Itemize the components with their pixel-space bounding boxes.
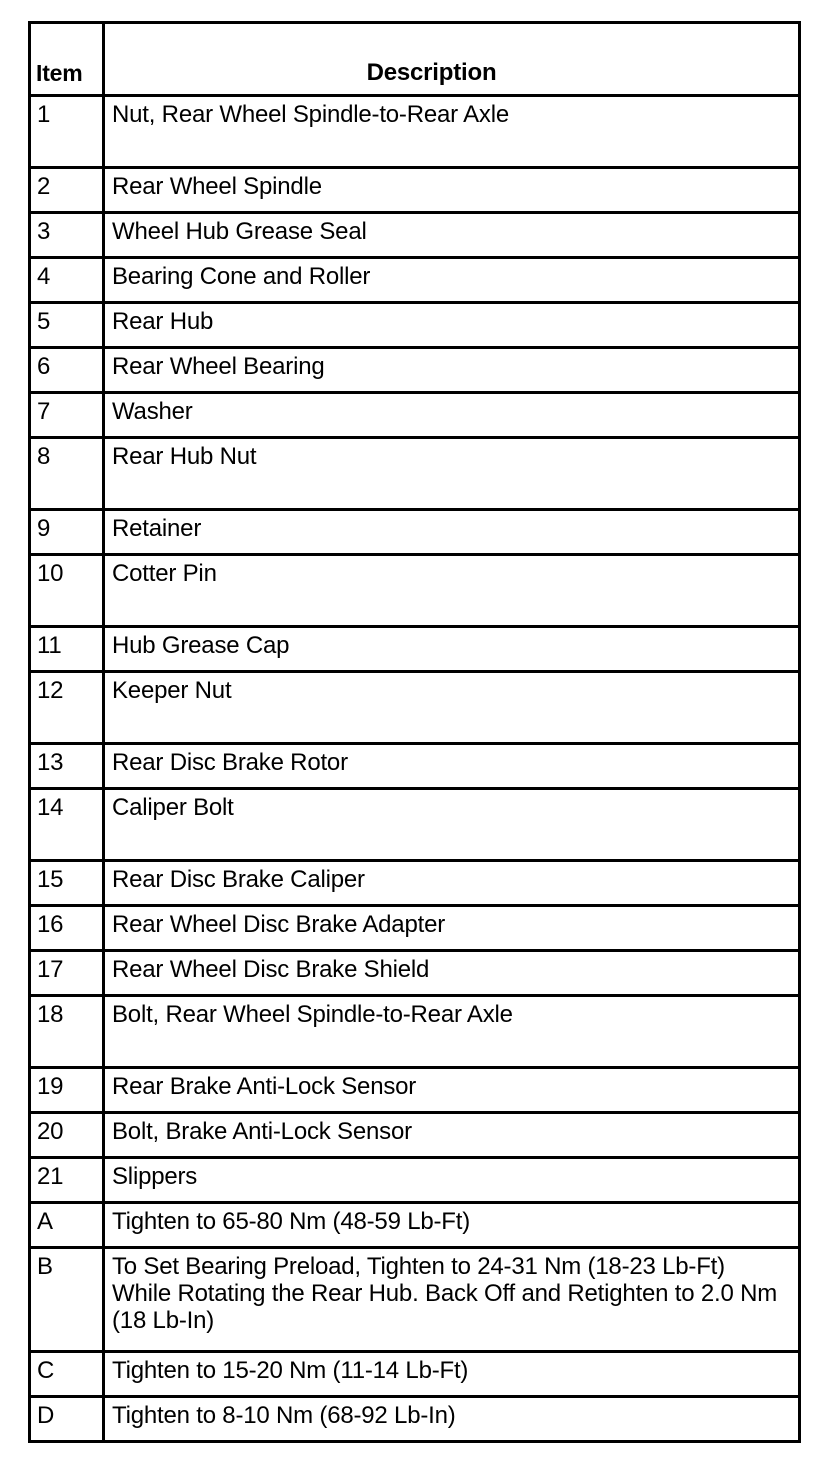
parts-legend-table-container — [28, 21, 798, 1443]
table-row — [30, 996, 800, 1068]
table-row — [30, 96, 800, 168]
item-description-cell: Rear Disc Brake Caliper — [104, 861, 800, 906]
item-number-cell: 14 — [30, 789, 104, 861]
item-number-cell: D — [30, 1397, 104, 1442]
table-row — [30, 258, 800, 303]
item-number-cell: 20 — [30, 1113, 104, 1158]
table-row — [30, 1158, 800, 1203]
item-number-cell: 19 — [30, 1068, 104, 1113]
table-row — [30, 789, 800, 861]
item-number-cell: 7 — [30, 393, 104, 438]
item-number-cell: 18 — [30, 996, 104, 1068]
item-description-cell: Hub Grease Cap — [104, 627, 800, 672]
table-row — [30, 906, 800, 951]
table-row — [30, 555, 800, 627]
table-row — [30, 1203, 800, 1248]
item-column-header: Item — [30, 23, 104, 96]
table-row — [30, 744, 800, 789]
table-header-row — [30, 23, 800, 96]
table-row — [30, 1068, 800, 1113]
parts-legend-table — [28, 21, 801, 1443]
item-number-cell: C — [30, 1352, 104, 1397]
item-number-cell: 6 — [30, 348, 104, 393]
item-number-cell: 2 — [30, 168, 104, 213]
description-column-header: Description — [104, 23, 800, 96]
item-number-cell: 11 — [30, 627, 104, 672]
item-description-cell: Tighten to 65-80 Nm (48-59 Lb-Ft) — [104, 1203, 800, 1248]
item-number-cell: B — [30, 1248, 104, 1352]
item-description-cell: To Set Bearing Preload, Tighten to 24-31 Nm (18-23 Lb-Ft) While Rotating the Rear Hub. Back Off and Retighten to 2.0 Nm (18 Lb-In) — [104, 1248, 800, 1352]
table-row — [30, 438, 800, 510]
item-number-cell: 3 — [30, 213, 104, 258]
table-row — [30, 1397, 800, 1442]
item-description-cell: Nut, Rear Wheel Spindle-to-Rear Axle — [104, 96, 800, 168]
item-description-cell: Cotter Pin — [104, 555, 800, 627]
item-number-cell: 17 — [30, 951, 104, 996]
item-number-cell: 10 — [30, 555, 104, 627]
item-number-cell: 4 — [30, 258, 104, 303]
item-number-cell: 8 — [30, 438, 104, 510]
table-row — [30, 393, 800, 438]
item-description-cell: Slippers — [104, 1158, 800, 1203]
item-description-cell: Rear Hub Nut — [104, 438, 800, 510]
item-number-cell: 13 — [30, 744, 104, 789]
table-row — [30, 213, 800, 258]
item-number-cell: 9 — [30, 510, 104, 555]
table-row — [30, 510, 800, 555]
item-number-cell: A — [30, 1203, 104, 1248]
table-row — [30, 672, 800, 744]
item-number-cell: 5 — [30, 303, 104, 348]
item-description-cell: Rear Wheel Disc Brake Adapter — [104, 906, 800, 951]
table-row — [30, 348, 800, 393]
item-number-cell: 12 — [30, 672, 104, 744]
item-number-cell: 15 — [30, 861, 104, 906]
item-description-cell: Rear Hub — [104, 303, 800, 348]
item-description-cell: Washer — [104, 393, 800, 438]
table-row — [30, 1113, 800, 1158]
item-number-cell: 1 — [30, 96, 104, 168]
item-description-cell: Rear Disc Brake Rotor — [104, 744, 800, 789]
item-description-cell: Bolt, Brake Anti-Lock Sensor — [104, 1113, 800, 1158]
item-description-cell: Tighten to 15-20 Nm (11-14 Lb-Ft) — [104, 1352, 800, 1397]
table-body — [30, 96, 800, 1442]
item-description-cell: Keeper Nut — [104, 672, 800, 744]
table-row — [30, 1248, 800, 1352]
item-description-cell: Retainer — [104, 510, 800, 555]
item-description-cell: Tighten to 8-10 Nm (68-92 Lb-In) — [104, 1397, 800, 1442]
item-description-cell: Rear Wheel Disc Brake Shield — [104, 951, 800, 996]
item-number-cell: 16 — [30, 906, 104, 951]
item-description-cell: Rear Wheel Bearing — [104, 348, 800, 393]
item-description-cell: Wheel Hub Grease Seal — [104, 213, 800, 258]
item-description-cell: Rear Brake Anti-Lock Sensor — [104, 1068, 800, 1113]
item-description-cell: Rear Wheel Spindle — [104, 168, 800, 213]
table-row — [30, 627, 800, 672]
table-row — [30, 303, 800, 348]
item-number-cell: 21 — [30, 1158, 104, 1203]
table-row — [30, 168, 800, 213]
item-description-cell: Caliper Bolt — [104, 789, 800, 861]
item-description-cell: Bearing Cone and Roller — [104, 258, 800, 303]
table-row — [30, 1352, 800, 1397]
table-row — [30, 861, 800, 906]
item-description-cell: Bolt, Rear Wheel Spindle-to-Rear Axle — [104, 996, 800, 1068]
table-row — [30, 951, 800, 996]
